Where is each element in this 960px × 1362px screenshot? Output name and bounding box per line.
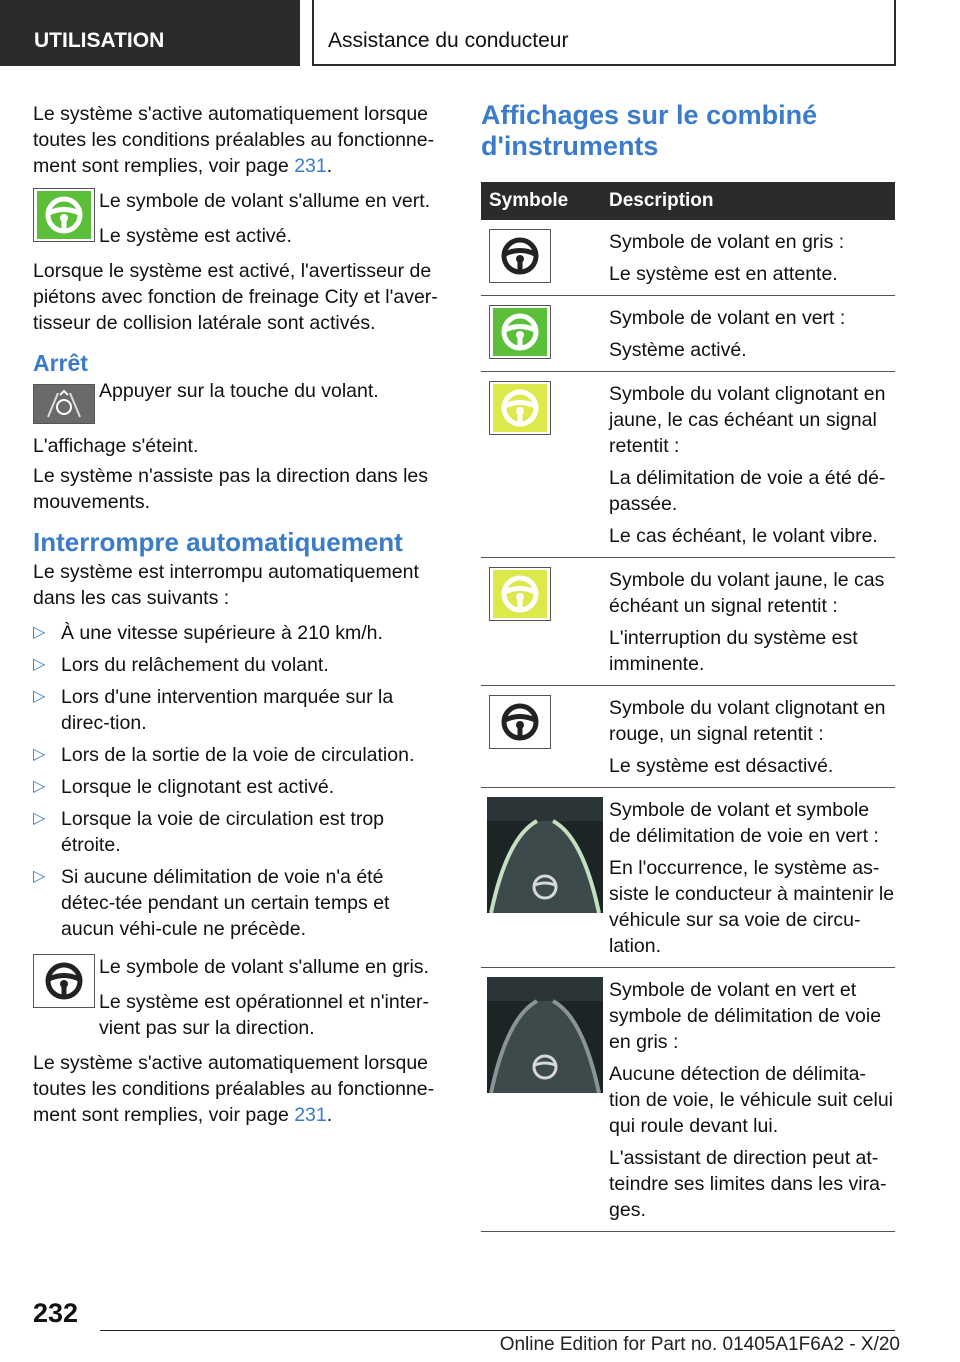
- row-line: La délimitation de voie a été dé-passée.: [609, 467, 886, 515]
- page-link-231[interactable]: 231: [294, 155, 327, 177]
- footer-divider: [100, 1330, 895, 1331]
- steering-wheel-yellow-icon: [489, 567, 551, 621]
- steering-wheel-yellow-flashing-icon: [489, 381, 551, 435]
- row-line: Symbole du volant clignotant en jaune, le cas échéant un signal retentit :: [609, 383, 886, 457]
- table-row: [481, 220, 895, 296]
- table-row: [481, 686, 895, 788]
- list-item: ▷ À une vitesse supérieure à 210 km/h.: [33, 622, 383, 644]
- row-line: Le cas échéant, le volant vibre.: [609, 525, 878, 547]
- row-line: Aucune détection de délimita-tion de voie, le véhicule suit celui qui roule devant lui.: [609, 1063, 893, 1137]
- list-item: ▷ Si aucune délimitation de voie n'a été détec-tée pendant un certain temps et aucun véhi-cule ne précède.: [33, 866, 390, 940]
- steering-wheel-grey-icon: [33, 954, 95, 1008]
- left-column: [33, 101, 443, 1137]
- row-line: Symbole de volant et symbole de délimitation de voie en vert :: [609, 799, 879, 847]
- footer-edition: Online Edition for Part no. 01405A1F6A2 - X/20: [499, 1334, 900, 1355]
- steering-wheel-green-icon: [33, 188, 95, 242]
- paragraph-interrupt-cases: Le système est interrompu automatiquement dans les cas suivants :: [33, 561, 419, 609]
- table-header-row: [481, 182, 895, 220]
- steering-assist-button-icon: [33, 384, 95, 424]
- heading-interrompre: Interrompre automatiquement: [33, 527, 403, 557]
- triangle-bullet-icon: ▷: [33, 656, 46, 673]
- table-row: [481, 788, 895, 968]
- section-tab: [0, 0, 300, 66]
- triangle-bullet-icon: ▷: [33, 746, 46, 763]
- section-title-affichages: Affichages sur le combiné d'instruments: [481, 100, 818, 161]
- list-item: ▷ Lors du relâchement du volant.: [33, 654, 329, 676]
- row-line: En l'occurrence, le système as-siste le conducteur à maintenir le véhicule sur sa voie de circu-lation.: [609, 857, 895, 957]
- triangle-bullet-icon: ▷: [33, 624, 46, 641]
- row-line: Système activé.: [609, 339, 747, 361]
- page-number: 232: [33, 1298, 79, 1328]
- row-line: Symbole du volant clignotant en rouge, un signal retentit :: [609, 697, 886, 745]
- list-item: ▷ Lors de la sortie de la voie de circulation.: [33, 744, 415, 766]
- paragraph-activation-2: Le système s'active automatiquement lorsque toutes les conditions préalables au fonctionne-ment sont remplies, voir page 231.: [33, 1052, 435, 1126]
- triangle-bullet-icon: ▷: [33, 810, 46, 827]
- table-row: [481, 968, 895, 1232]
- paragraph-no-assist: Le système n'assiste pas la direction dans les mouvements.: [33, 465, 429, 513]
- paragraph-activation: Le système s'active automatiquement lorsque toutes les conditions préalables au fonctionne-ment sont remplies, voir page 231.: [33, 103, 435, 177]
- triangle-bullet-icon: ▷: [33, 778, 46, 795]
- grey-line-1: Le symbole de volant s'allume en gris.: [99, 956, 429, 978]
- heading-arret: Arrêt: [33, 350, 88, 376]
- steering-wheel-red-flashing-icon: [489, 695, 551, 749]
- row-line: L'assistant de direction peut at-teindre ses limites dans les vira-ges.: [609, 1147, 887, 1221]
- row-line: Symbole de volant en vert et symbole de délimitation de voie en gris :: [609, 979, 882, 1053]
- list-item: ▷ Lors d'une intervention marquée sur la direc-tion.: [33, 686, 394, 734]
- paragraph-pedestrian: Lorsque le système est activé, l'avertisseur de piétons avec fonction de freinage City et l'aver-tisseur de collision latérale sont activés.: [33, 260, 438, 334]
- row-line: Le système est désactivé.: [609, 755, 834, 777]
- column-header-description: Description: [609, 182, 895, 220]
- list-item: ▷ Lorsque le clignotant est activé.: [33, 776, 335, 798]
- symbols-table: [481, 182, 895, 1232]
- right-column: [481, 100, 895, 1232]
- chapter-title: Assistance du conducteur: [328, 29, 569, 52]
- list-item: ▷ Lorsque la voie de circulation est trop étroite.: [33, 808, 385, 856]
- lane-view-green-icon: [487, 797, 603, 913]
- grey-symbol-note: [33, 954, 443, 1041]
- row-line: Symbole de volant en gris :: [609, 231, 845, 253]
- chapter-tab: [312, 0, 896, 66]
- lane-view-grey-icon: [487, 977, 603, 1093]
- steering-wheel-grey-icon: [489, 229, 551, 283]
- green-line-2: Le système est activé.: [99, 225, 292, 247]
- paragraph-display-off: L'affichage s'éteint.: [33, 435, 199, 457]
- table-row: [481, 372, 895, 558]
- table-row: [481, 296, 895, 372]
- row-line: Le système est en attente.: [609, 263, 838, 285]
- table-row: [481, 558, 895, 686]
- button-note: [33, 380, 443, 424]
- triangle-bullet-icon: ▷: [33, 688, 46, 705]
- column-header-symbol: Symbole: [481, 182, 609, 220]
- green-symbol-note: [33, 188, 443, 249]
- steering-wheel-green-icon: [489, 305, 551, 359]
- row-line: Symbole du volant jaune, le cas échéant un signal retentit :: [609, 569, 885, 617]
- row-line: L'interruption du système est imminente.: [609, 627, 858, 675]
- grey-line-2: Le système est opérationnel et n'inter-vient pas sur la direction.: [99, 991, 429, 1039]
- green-line-1: Le symbole de volant s'allume en vert.: [99, 190, 431, 212]
- triangle-bullet-icon: ▷: [33, 868, 46, 885]
- section-title: UTILISATION: [34, 29, 165, 52]
- page-link-231[interactable]: 231: [294, 1104, 327, 1126]
- button-instruction: Appuyer sur la touche du volant.: [99, 380, 379, 402]
- interrupt-list: [33, 620, 443, 942]
- row-line: Symbole de volant en vert :: [609, 307, 846, 329]
